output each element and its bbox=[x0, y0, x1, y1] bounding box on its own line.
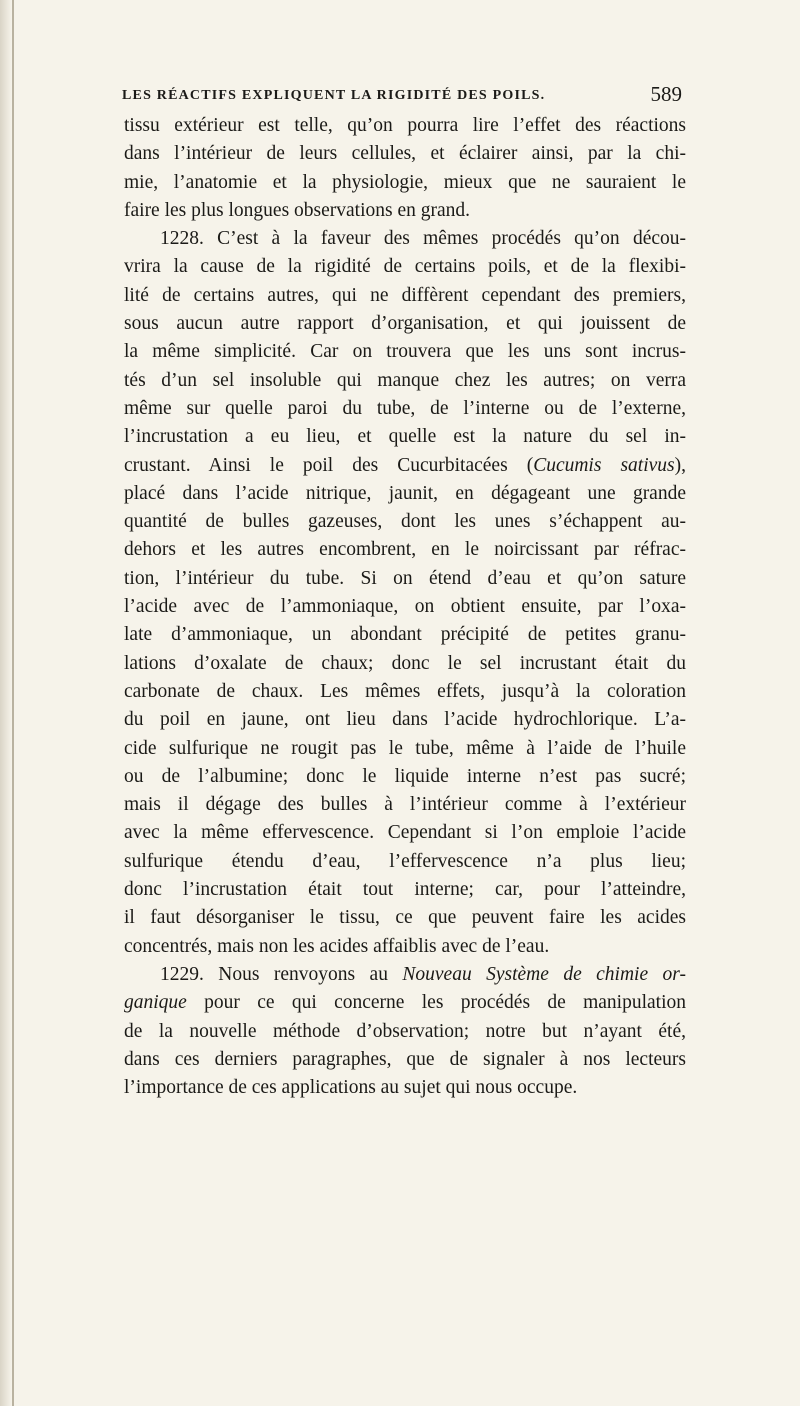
text-line bbox=[124, 848, 686, 876]
text-segment: dans l’intérieur de leurs cellules, et éclairer ainsi, par la chi- bbox=[124, 143, 686, 165]
text-segment: late d’ammoniaque, un abondant précipité de petites granu- bbox=[124, 624, 686, 646]
text-segment: ), bbox=[674, 454, 686, 476]
text-line bbox=[124, 338, 686, 366]
text-line bbox=[124, 197, 686, 225]
text-segment: du poil en jaune, ont lieu dans l’acide hydrochlorique. L’a- bbox=[124, 709, 686, 731]
text-line bbox=[124, 395, 686, 423]
text-segment: avec la même effervescence. Cependant si l’on emploie l’acide bbox=[124, 822, 686, 844]
text-line bbox=[124, 735, 686, 763]
text-line bbox=[124, 282, 686, 310]
text-segment: l’importance de ces applications au sujet qui nous occupe. bbox=[124, 1077, 578, 1099]
text-segment: quantité de bulles gazeuses, dont les unes s’échappent au- bbox=[124, 511, 686, 533]
text-segment: il faut désorganiser le tissu, ce que peuvent faire les acides bbox=[124, 907, 686, 929]
text-line bbox=[124, 763, 686, 791]
text-line bbox=[124, 1046, 686, 1074]
text-line bbox=[124, 480, 686, 508]
text-segment: sous aucun autre rapport d’organisation, et qui jouissent de bbox=[124, 313, 686, 335]
text-segment: placé dans l’acide nitrique, jaunit, en dégageant une grande bbox=[124, 482, 686, 504]
text-line bbox=[124, 565, 686, 593]
running-header bbox=[118, 82, 682, 114]
text-line bbox=[124, 367, 686, 395]
text-segment: tés d’un sel insoluble qui manque chez les autres; on verra bbox=[124, 369, 686, 391]
text-segment: dehors et les autres encombrent, en le noircissant par réfrac- bbox=[124, 539, 686, 561]
italic-text: Nouveau Système de chimie or- bbox=[402, 963, 686, 985]
text-line bbox=[124, 253, 686, 281]
text-line bbox=[124, 169, 686, 197]
text-line bbox=[124, 140, 686, 168]
text-segment: ou de l’albumine; donc le liquide interne n’est pas sucré; bbox=[124, 765, 686, 787]
text-segment: vrira la cause de la rigidité de certains poils, et de la flexibi- bbox=[124, 256, 686, 278]
text-segment: carbonate de chaux. Les mêmes effets, jusqu’à la coloration bbox=[124, 680, 686, 702]
text-line bbox=[124, 791, 686, 819]
text-line bbox=[124, 423, 686, 451]
body-text bbox=[124, 112, 686, 1102]
page-binding-edge bbox=[12, 0, 14, 1406]
text-line bbox=[124, 508, 686, 536]
text-line bbox=[124, 112, 686, 140]
italic-text: Cucumis sativus bbox=[533, 454, 675, 476]
text-line bbox=[124, 706, 686, 734]
text-line bbox=[124, 989, 686, 1017]
text-segment: pour ce qui concerne les procédés de manipulation bbox=[186, 992, 686, 1014]
text-segment: 1228. C’est à la faveur des mêmes procédés qu’on décou- bbox=[160, 228, 686, 250]
text-line bbox=[124, 536, 686, 564]
text-segment: de la nouvelle méthode d’observation; notre but n’ayant été, bbox=[124, 1020, 686, 1042]
text-line bbox=[124, 961, 686, 989]
text-segment: concentrés, mais non les acides affaiblis avec de l’eau. bbox=[124, 935, 550, 957]
text-line bbox=[124, 819, 686, 847]
text-segment: dans ces derniers paragraphes, que de signaler à nos lecteurs bbox=[124, 1048, 686, 1070]
text-line bbox=[124, 678, 686, 706]
text-segment: même sur quelle paroi du tube, de l’interne ou de l’externe, bbox=[124, 397, 686, 419]
text-segment: lité de certains autres, qui ne diffèrent cependant des premiers, bbox=[124, 284, 686, 306]
text-line bbox=[124, 1074, 686, 1102]
text-segment: tion, l’intérieur du tube. Si on étend d’eau et qu’on sature bbox=[124, 567, 686, 589]
text-line bbox=[124, 904, 686, 932]
text-line bbox=[124, 452, 686, 480]
text-line bbox=[124, 650, 686, 678]
running-header-title: LES RÉACTIFS EXPLIQUENT LA RIGIDITÉ DES POILS. bbox=[122, 88, 546, 103]
page-binding-shadow bbox=[0, 0, 12, 1406]
text-segment: l’incrustation a eu lieu, et quelle est la nature du sel in- bbox=[124, 426, 686, 448]
text-segment: cide sulfurique ne rougit pas le tube, même à l’aide de l’huile bbox=[124, 737, 686, 759]
text-line bbox=[124, 876, 686, 904]
text-segment: l’acide avec de l’ammoniaque, on obtient ensuite, par l’oxa- bbox=[124, 596, 686, 618]
text-segment: sulfurique étendu d’eau, l’effervescence n’a plus lieu; bbox=[124, 850, 686, 872]
text-segment: lations d’oxalate de chaux; donc le sel incrustant était du bbox=[124, 652, 686, 674]
text-segment: mie, l’anatomie et la physiologie, mieux que ne sauraient le bbox=[124, 171, 686, 193]
text-line bbox=[124, 933, 686, 961]
italic-text: ganique bbox=[124, 992, 187, 1014]
text-line bbox=[124, 225, 686, 253]
text-segment: 1229. Nous renvoyons au bbox=[160, 963, 403, 985]
text-segment: la même simplicité. Car on trouvera que les uns sont incrus- bbox=[124, 341, 686, 363]
text-segment: tissu extérieur est telle, qu’on pourra lire l’effet des réactions bbox=[124, 115, 686, 136]
text-segment: faire les plus longues observations en grand. bbox=[124, 199, 471, 221]
text-segment: mais il dégage des bulles à l’intérieur comme à l’extérieur bbox=[124, 794, 686, 816]
text-line bbox=[124, 621, 686, 649]
text-line bbox=[124, 593, 686, 621]
text-line bbox=[124, 1018, 686, 1046]
text-segment: crustant. Ainsi le poil des Cucurbitacées ( bbox=[124, 454, 534, 476]
page-number: 589 bbox=[650, 82, 682, 106]
text-line bbox=[124, 310, 686, 338]
text-segment: donc l’incrustation était tout interne; car, pour l’atteindre, bbox=[124, 879, 686, 901]
